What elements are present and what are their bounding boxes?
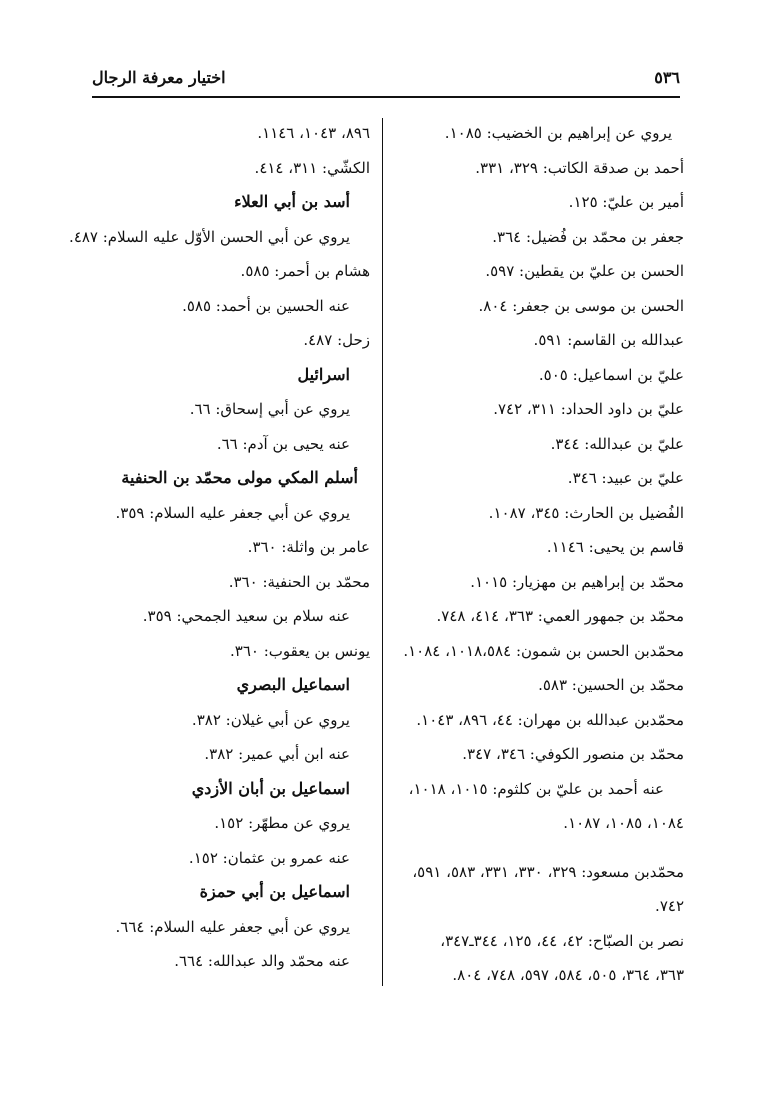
running-title: اختيار معرفة الرجال [92,68,226,87]
entry-line: أمير بن عليّ: ١٢٥. [568,193,684,211]
entry-line: يروي عن أبي الحسن الأوّل عليه السلام: ٤٨٧. [69,227,350,246]
entry-line: عليّ بن عبيد: ٣٤٦. [567,469,684,487]
entry-line: محمّد بن منصور الكوفي: ٣٤٦، ٣٤٧. [462,745,684,763]
entry-line: جعفر بن محمّد بن فُضيل: ٣٦٤. [492,227,684,246]
header-rule [92,96,680,98]
entry-line: عليّ بن عبدالله: ٣٤٤. [550,434,684,453]
entry-line: عبدالله بن القاسم: ٥٩١. [533,331,684,349]
entry-line: عنه محمّد والد عبدالله: ٦٦٤. [174,952,350,970]
entry-heading: اسماعيل البصري [236,675,350,694]
entry-line: زحل: ٤٨٧. [303,331,370,349]
page-header [92,64,680,96]
entry-line: محمّد بن الحسين: ٥٨٣. [538,676,684,694]
right-column [394,116,684,993]
entry-line: ١٠٨٤، ١٠٨٥، ١٠٨٧. [563,814,684,832]
entry-heading: أسد بن أبي العلاء [234,192,350,211]
entry-line: يونس بن يعقوب: ٣٦٠. [230,641,370,660]
entry-line: عامر بن واثلة: ٣٦٠. [247,538,370,556]
entry-line: ٣٦٣، ٣٦٤، ٥٠٥، ٥٨٤، ٥٩٧، ٧٤٨، ٨٠٤. [452,966,684,984]
entry-line: محمّدبن الحسن بن شمون: ١٠١٨،٥٨٤، ١٠٨٤. [403,641,684,660]
entry-line: عنه ابن أبي عمير: ٣٨٢. [204,745,350,763]
entry-line: الحسن بن موسى بن جعفر: ٨٠٤. [478,296,684,315]
entry-line: محمّد بن إبراهيم بن مهزيار: ١٠١٥. [470,572,684,591]
entry-line: محمّد بن جمهور العمي: ٣٦٣، ٤١٤، ٧٤٨. [436,607,684,625]
entry-heading: اسماعيل بن أبان الأزدي [191,778,350,798]
entry-line: أحمد بن صدقة الكاتب: ٣٢٩، ٣٣١. [475,158,684,177]
entry-line: محمّد بن الحنفية: ٣٦٠. [228,572,370,591]
entry-line: ٨٩٦، ١٠٤٣، ١١٤٦. [257,124,370,142]
entry-heading: اسرائيل [297,364,350,384]
entry-line: يروي عن مطهّر: ١٥٢. [214,814,350,832]
entry-line: عليّ بن داود الحداد: ٣١١، ٧٤٢. [493,400,684,418]
entry-line: هشام بن أحمر: ٥٨٥. [240,262,370,280]
entry-line: عليّ بن اسماعيل: ٥٠٥. [538,365,684,384]
entry-line: عنه الحسين بن أحمد: ٥٨٥. [182,296,350,315]
entry-line: الحسن بن عليّ بن يقطين: ٥٩٧. [485,262,684,280]
entry-line: نصر بن الصبّاح: ٤٢، ٤٤، ١٢٥، ٣٤٤ـ٣٤٧، [440,931,684,950]
page-number: ٥٣٦ [654,68,680,87]
entry-gap [394,841,684,855]
entry-heading: اسماعيل بن أبي حمزة [199,882,350,901]
column-divider [382,118,383,986]
entry-line: يروي عن إبراهيم بن الخضيب: ١٠٨٥. [444,124,672,142]
entry-line: عنه عمرو بن عثمان: ١٥٢. [188,848,350,867]
entry-line: محمّدبن عبدالله بن مهران: ٤٤، ٨٩٦، ١٠٤٣. [416,710,684,729]
entry-line: عنه يحيى بن آدم: ٦٦. [216,434,350,453]
entry-line: يروي عن أبي غيلان: ٣٨٢. [191,710,350,729]
entry-line: يروي عن أبي جعفر عليه السلام: ٦٦٤. [115,917,350,936]
entry-heading: أسلم المكي مولى محمّد بن الحنفية [121,468,358,487]
left-column [69,116,370,979]
entry-line: ٧٤٢. [655,897,684,915]
entry-line: قاسم بن يحيى: ١١٤٦. [546,538,684,556]
entry-line: محمّدبن مسعود: ٣٢٩، ٣٣٠، ٣٣١، ٥٨٣، ٥٩١، [412,862,684,881]
entry-line: يروي عن أبي إسحاق: ٦٦. [189,400,350,418]
entry-line: عنه سلام بن سعيد الجمحي: ٣٥٩. [142,607,350,625]
entry-line: عنه أحمد بن عليّ بن كلثوم: ١٠١٥، ١٠١٨، [408,779,664,798]
entry-line: الكشّي: ٣١١، ٤١٤. [254,158,370,177]
entry-line: الفُضيل بن الحارث: ٣٤٥، ١٠٨٧. [488,503,684,522]
entry-line: يروي عن أبي جعفر عليه السلام: ٣٥٩. [115,503,350,522]
